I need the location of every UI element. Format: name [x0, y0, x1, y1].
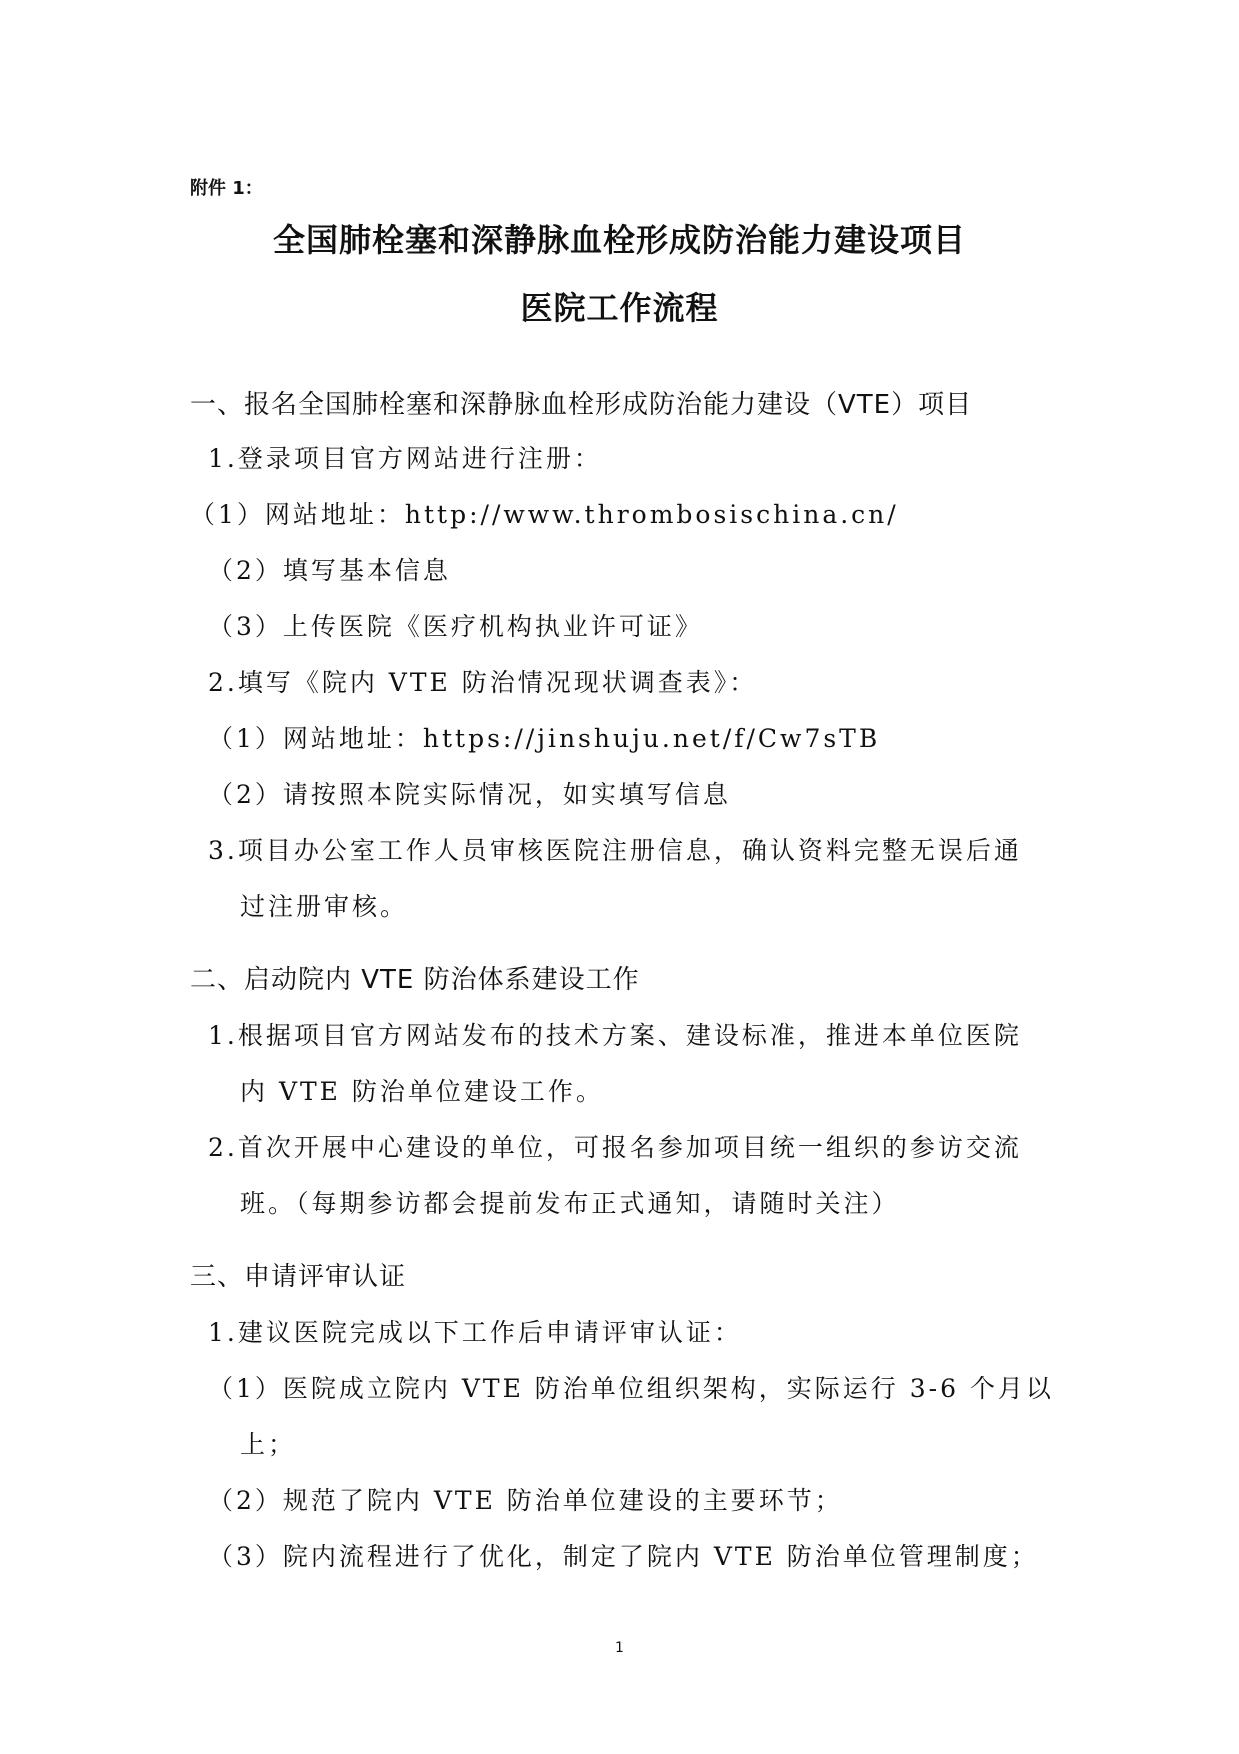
section-1-item-2-sub-1: （1）网站地址：https://jinshuju.net/f/Cw7sTB — [208, 724, 881, 753]
section-2-item-2-line-1: 2.首次开展中心建设的单位，可报名参加项目统一组织的参访交流 — [208, 1133, 1022, 1162]
section-3-heading: 三、申请评审认证 — [190, 1262, 407, 1292]
section-1-item-1-sub-2: （2）填写基本信息 — [208, 556, 451, 585]
document-title-line-2: 医院工作流程 — [520, 289, 719, 327]
attachment-label: 附件 1： — [190, 178, 263, 199]
section-3-sub-1-line-1: （1）医院成立院内 VTE 防治单位组织架构，实际运行 3-6 个月以 — [208, 1374, 1054, 1403]
section-2-item-1-line-1: 1.根据项目官方网站发布的技术方案、建设标准，推进本单位医院 — [208, 1021, 1022, 1050]
section-3-sub-3: （3）院内流程进行了优化，制定了院内 VTE 防治单位管理制度； — [208, 1542, 1039, 1571]
section-1-item-3-line-2: 过注册审核。 — [240, 892, 409, 921]
section-1-item-1: 1.登录项目官方网站进行注册： — [208, 444, 602, 473]
section-3-item-1: 1.建议医院完成以下工作后申请评审认证： — [208, 1318, 742, 1347]
section-1-heading: 一、报名全国肺栓塞和深静脉血栓形成防治能力建设（VTE）项目 — [190, 390, 973, 420]
section-1-item-1-sub-1: （1）网站地址：http://www.thrombosischina.cn/ — [190, 500, 899, 529]
section-3-sub-1-line-2: 上； — [240, 1430, 297, 1459]
page-number: 1 — [615, 1640, 624, 1656]
section-3-sub-2: （2）规范了院内 VTE 防治单位建设的主要环节； — [208, 1486, 843, 1515]
section-2-item-1-line-2: 内 VTE 防治单位建设工作。 — [240, 1077, 604, 1106]
section-1-item-1-sub-3: （3）上传医院《医疗机构执业许可证》 — [208, 612, 703, 641]
section-1-item-2-sub-2: （2）请按照本院实际情况，如实填写信息 — [208, 780, 731, 809]
section-2-heading: 二、启动院内 VTE 防治体系建设工作 — [190, 965, 640, 995]
section-1-item-3-line-1: 3.项目办公室工作人员审核医院注册信息，确认资料完整无误后通 — [208, 836, 1022, 865]
section-1-item-2: 2.填写《院内 VTE 防治情况现状调查表》： — [208, 668, 758, 697]
section-2-item-2-line-2: 班。（每期参访都会提前发布正式通知，请随时关注） — [240, 1189, 900, 1218]
document-title-line-1: 全国肺栓塞和深静脉血栓形成防治能力建设项目 — [272, 221, 966, 259]
